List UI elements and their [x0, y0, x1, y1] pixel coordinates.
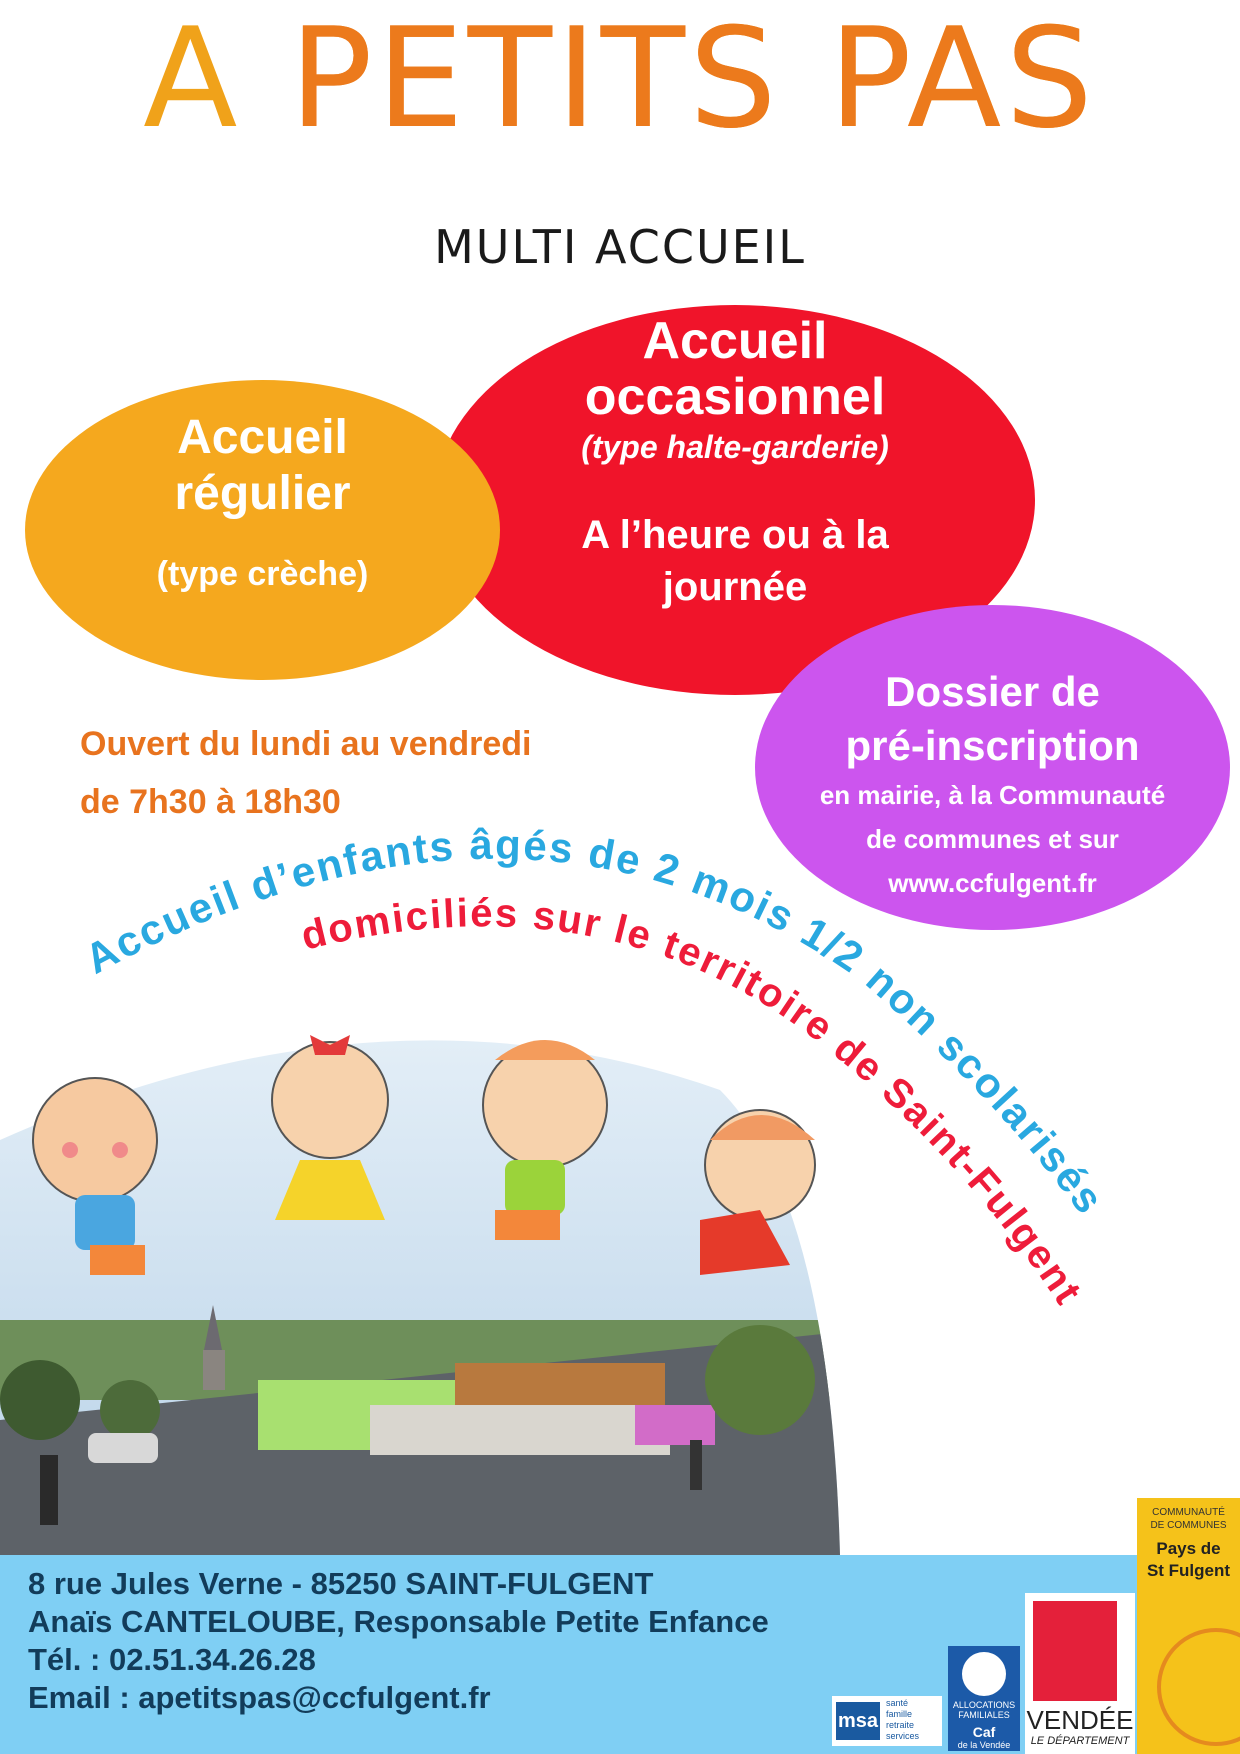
- caf-logo: [948, 1646, 1020, 1751]
- ccpsf-sun-icon: [1157, 1628, 1240, 1746]
- parked-car: [88, 1433, 158, 1463]
- building-pink: [635, 1405, 715, 1445]
- regulier-line3: (type crèche): [156, 555, 369, 593]
- occasionnel-line2: occasionnel: [584, 368, 886, 426]
- msa-line1: santé: [886, 1698, 909, 1708]
- ccpsf-line1: COMMUNAUTÉ: [1152, 1507, 1225, 1518]
- photo-street: [0, 1000, 860, 1560]
- page-subtitle: MULTI ACCUEIL: [434, 220, 806, 274]
- title-letters: A: [143, 0, 290, 159]
- vendee-heart-icon: [1033, 1601, 1117, 1701]
- pedestrian-2: [690, 1440, 702, 1490]
- ccpsf-line2: DE COMMUNES: [1150, 1520, 1227, 1531]
- caf-line1: ALLOCATIONS: [952, 1700, 1016, 1710]
- arc-line-age-path: Accueil d’enfants âgés de 2 mois 1/2 non scolarisés: [77, 820, 1114, 1224]
- occasionnel-line1: Accueil: [642, 312, 828, 370]
- occasionnel-line3: (type halte-garderie): [581, 429, 889, 465]
- vendee-logo: [1025, 1593, 1135, 1754]
- illustration-scene: [0, 1000, 1240, 1560]
- pedestrian: [40, 1455, 58, 1525]
- msa-mark: msa: [836, 1702, 880, 1740]
- opening-hours: [80, 715, 532, 831]
- hours-times: de 7h30 à 18h30: [80, 783, 341, 821]
- occasionnel-line5: journée: [662, 565, 808, 609]
- page-title: [0, 0, 1240, 159]
- regulier-line2: régulier: [174, 467, 351, 520]
- contact-address: 8 rue Jules Verne - 85250 SAINT-FULGENT: [28, 1566, 654, 1601]
- caf-line4: de la Vendée: [957, 1740, 1011, 1750]
- caf-emblem-icon: [962, 1652, 1006, 1696]
- child-2: [272, 1035, 388, 1220]
- bubble-accueil-regulier: [25, 380, 500, 680]
- regulier-line1: Accueil: [177, 411, 348, 464]
- caf-line2: FAMILIALES: [958, 1710, 1010, 1720]
- dossier-line3: en mairie, à la Communauté: [819, 780, 1166, 810]
- ccpsf-line3: Pays de: [1156, 1539, 1221, 1558]
- msa-line4: services: [886, 1731, 920, 1741]
- occasionnel-line4: A l’heure ou à la: [581, 513, 889, 557]
- building-grey: [370, 1405, 670, 1455]
- contact-email[interactable]: Email : apetitspas@ccfulgent.fr: [28, 1680, 491, 1715]
- contact-phone[interactable]: Tél. : 02.51.34.26.28: [28, 1642, 316, 1677]
- contact-block: [28, 1565, 769, 1717]
- dossier-line2: pré-inscription: [845, 722, 1140, 769]
- hours-days: Ouvert du lundi au vendredi: [80, 725, 532, 763]
- ccpsf-line4: St Fulgent: [1146, 1561, 1231, 1580]
- dossier-line1: Dossier de: [885, 668, 1100, 715]
- msa-logo: [832, 1696, 942, 1746]
- caf-line3: Caf: [972, 1724, 996, 1740]
- dossier-link[interactable]: www.ccfulgent.fr: [888, 868, 1097, 898]
- arc-line-territory-path: domiciliés sur le territoire de Saint-Fulgent: [297, 891, 1091, 1314]
- contact-manager: Anaïs CANTELOUBE, Responsable Petite Enfance: [28, 1604, 769, 1639]
- vendee-sub: LE DÉPARTEMENT: [1030, 1735, 1130, 1747]
- msa-line3: retraite: [886, 1720, 915, 1730]
- msa-line2: famille: [886, 1709, 913, 1719]
- dossier-line4: de communes et sur: [866, 824, 1119, 854]
- vendee-name: VENDÉE: [1026, 1705, 1134, 1735]
- title-main: PETITS PAS: [289, 0, 1097, 159]
- ccpsf-logo: [1137, 1498, 1240, 1754]
